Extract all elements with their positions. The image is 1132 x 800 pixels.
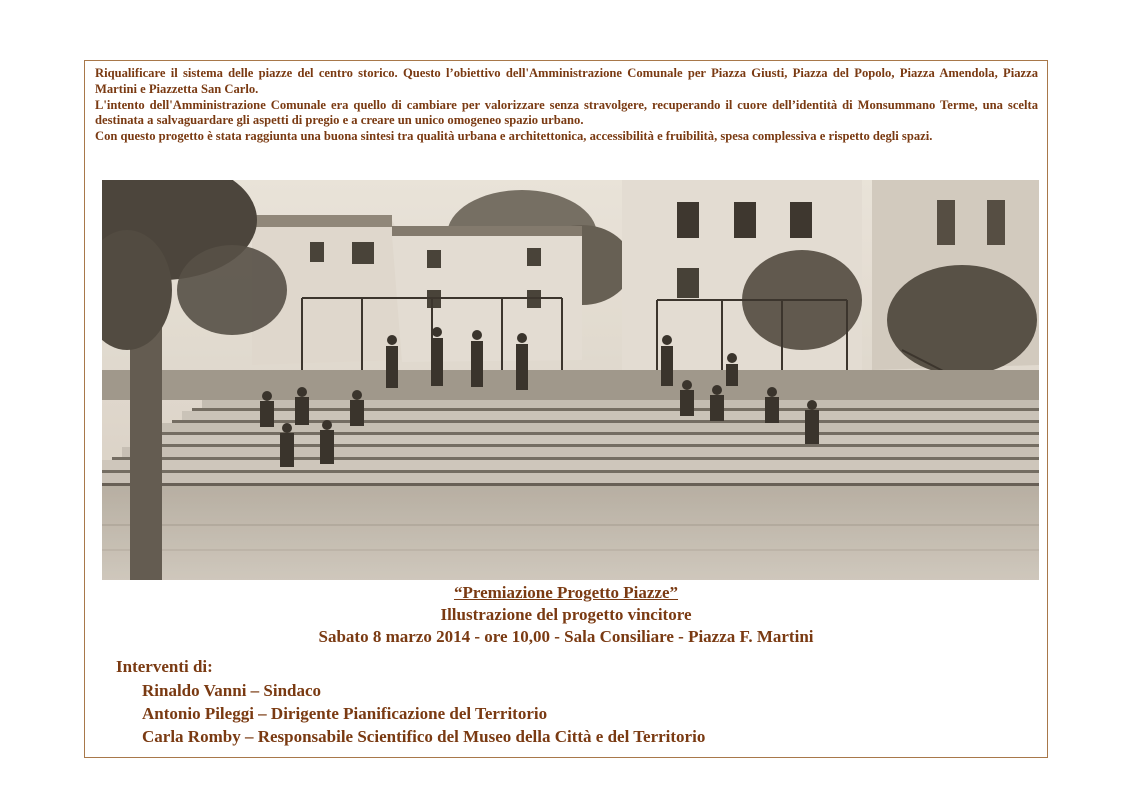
speakers-label: Interventi di: bbox=[116, 657, 213, 676]
piazza-rendering-image bbox=[102, 180, 1039, 580]
speakers-list bbox=[116, 655, 705, 748]
speaker-item: Carla Romby – Responsabile Scientifico del Museo della Città e del Territorio bbox=[142, 727, 706, 746]
piazza-photo bbox=[102, 180, 1039, 580]
intro-paragraph: Riqualificare il sistema delle piazze del centro storico. Questo l’obiettivo dell'Amministrazione Comunale per Piazza Giusti, Piazza del Popolo, Piazza Amendola, Piazza Martini e Piazzetta San Carlo. bbox=[95, 66, 1038, 96]
event-announcement bbox=[84, 580, 1048, 648]
intro-text bbox=[95, 66, 1038, 145]
intro-paragraph: L'intento dell'Amministrazione Comunale era quello di cambiare per valorizzare senza stravolgere, recuperando il cuore dell’identità di Monsummano Terme, una scelta destinata a salvaguardare gli aspetti di pregio e a creare un unico omogeneo spazio urbano. bbox=[95, 97, 1038, 128]
event-subtitle: Illustrazione del progetto vincitore bbox=[440, 605, 692, 624]
speaker-item: Antonio Pileggi – Dirigente Pianificazione del Territorio bbox=[142, 704, 548, 723]
speaker-item: Rinaldo Vanni – Sindaco bbox=[142, 681, 322, 700]
event-date-place: Sabato 8 marzo 2014 - ore 10,00 - Sala Consiliare - Piazza F. Martini bbox=[318, 627, 814, 646]
event-title: “Premiazione Progetto Piazze” bbox=[453, 583, 679, 602]
intro-paragraph: Con questo progetto è stata raggiunta una buona sintesi tra qualità urbana e architettonica, accessibilità e fruibilità, spesa complessiva e rispetto degli spazi. bbox=[95, 129, 933, 144]
